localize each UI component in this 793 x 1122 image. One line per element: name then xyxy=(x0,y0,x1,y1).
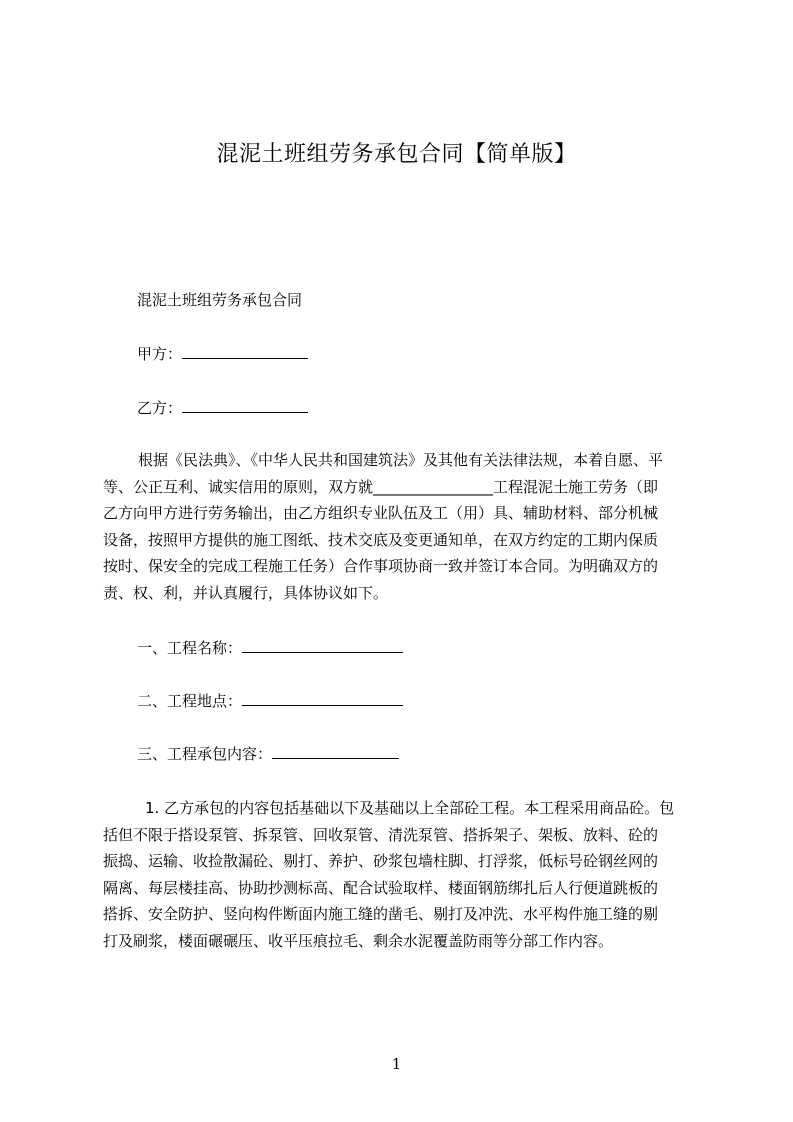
clause-line: 括但不限于搭设泵管、拆泵管、回收泵管、清洗泵管、搭拆架子、架板、放料、砼的 xyxy=(103,825,659,844)
document-title: 混泥土班组劳务承包合同【简单版】 xyxy=(216,142,577,167)
party-a-label: 甲方： xyxy=(137,345,183,363)
section-2-line xyxy=(137,688,403,714)
intro-line: 设备，按照甲方提供的施工图纸、技术交底及变更通知单，在双方约定的工期内保质 xyxy=(103,530,659,549)
intro-line: 责、权、利，并认真履行，具体协议如下。 xyxy=(103,583,389,602)
clause-line: 隔离、每层楼挂高、协助抄测标高、配合试验取样、楼面钢筋绑扎后人行便道跳板的 xyxy=(103,878,659,897)
clause-line: 打及刷浆，楼面碾碾压、收平压痕拉毛、剩余水泥覆盖防雨等分部工作内容。 xyxy=(103,931,614,950)
intro-paragraph xyxy=(103,447,698,606)
party-b-blank xyxy=(182,395,308,413)
section-3-line xyxy=(137,741,399,767)
party-b-label: 乙方： xyxy=(137,399,183,417)
contract-subtitle: 混泥土班组劳务承包合同 xyxy=(137,291,303,309)
clause-1-paragraph xyxy=(103,795,698,954)
intro-line: 根据《民法典》、《中华人民共和国建筑法》及其他有关法律法规，本着自愿、平 xyxy=(138,451,664,469)
section-2-blank xyxy=(242,688,403,706)
intro-line: 乙方向甲方进行劳务输出，由乙方组织专业队伍及工（用）具、辅助材料、部分机械 xyxy=(103,504,659,522)
section-1-line xyxy=(137,635,403,661)
section-3-blank xyxy=(272,741,399,759)
party-a-blank xyxy=(182,341,308,359)
party-a-line xyxy=(137,341,308,367)
section-1-label: 一、工程名称： xyxy=(137,639,243,657)
section-2-label: 二、工程地点： xyxy=(137,692,243,710)
intro-line: 按时、保安全的完成工程施工任务）合作事项协商一致并签订本合同。为明确双方的 xyxy=(103,557,659,575)
clause-line: 搭拆、安全防护、竖向构件断面内施工缝的凿毛、剔打及冲洗、水平构件施工缝的剔 xyxy=(103,905,659,923)
page-number: 1 xyxy=(391,1055,402,1073)
section-1-blank xyxy=(242,635,403,653)
party-b-line xyxy=(137,395,308,421)
section-3-label: 三、工程承包内容： xyxy=(137,745,273,763)
clause-line: 1. 乙方承包的内容包括基础以下及基础以上全部砼工程。本工程采用商品砼。包 xyxy=(145,799,675,817)
clause-line: 振捣、运输、收捡散漏砼、剔打、养护、砂浆包墙柱脚、打浮浆，低标号砼钢丝网的 xyxy=(103,852,659,870)
intro-line: 等、公正互利、诚实信用的原则，双方就________________工程混泥土施工劳务（即 xyxy=(103,477,659,496)
